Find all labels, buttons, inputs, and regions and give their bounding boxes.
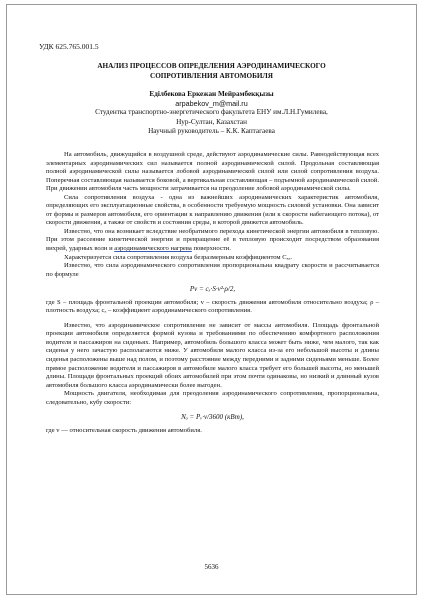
author-city: Нур-Султан, Казахстан (176, 117, 247, 126)
paragraph-1: На автомобиль, движущийся в воздушной среде, действуют аэродинамические силы. Равнодействующая всех элементарных аэродинамических сил называется полной аэродинамической силой. Продольная составляющая полной аэродинамической силы называется лобовой аэродинамической силой или силой сопротивления воздуха. Поперечная составляющая называется боковой, а вертикальная составляющая – подъемной аэродинамической силой. При движении автомобиля часть мощности затрачивается на преодоление лобовой аэродинамической силы. (46, 151, 379, 193)
author-name: Еділбекова Еркежан Мейрамбекқызы (149, 90, 274, 98)
udc-code: УДК 625.765.001.5 (39, 42, 99, 51)
author-email: arpabekov_m@mail.ru (175, 99, 248, 109)
document-page (6, 4, 417, 595)
paper-title (7, 62, 416, 81)
paragraph-8: Мощность двигателя, необходимая для преодоления аэродинамического сопротивления, пропорциональна, следовательно, кубу скорости: (46, 390, 379, 406)
paragraph-3 (46, 228, 379, 254)
paragraph-5: Известно, что сила аэродинамического сопротивления пропорциональна квадрату скорости и рассчитывается по формуле (46, 262, 379, 278)
paragraph-4: Характеризуется сила сопротивления воздуха безразмерным коэффициентом Cₓₐ. (64, 253, 293, 261)
paragraph-9: где v — относительная скорость движения автомобиля. (46, 426, 202, 434)
paragraph-6: где S – площадь фронтальной проекции автомобиля; v – скорость движения автомобиля относительно воздуха; ρ – плотность воздуха; cₓ – коэффициент аэродинамического сопротивления. (46, 298, 379, 315)
author-affiliation: Студентка транспортно-энергетического факультета ЕНУ им.Л.Н.Гумилева, (95, 108, 328, 117)
paragraph-3-text-a: Известно, что она возникает вследствие необратимого перехода кинетической энергии автомобиля в тепловую. При этом рассеяние кинетической энергии и превращение её в тепловую происходит посредством образования вихрей, ударных волн и (46, 227, 379, 253)
paper-body (46, 151, 379, 435)
author-block (7, 90, 416, 136)
paragraph-3-text-b: поверхности. (191, 245, 231, 253)
formula-drag-force: Pv = cₓ·S·v²·ρ/2, (189, 285, 236, 294)
page-number: 5636 (204, 563, 219, 571)
paragraph-7: Известно, что аэродинамическое сопротивление не зависит от массы автомобиля. Площадь фронтальной проекции автомобиля определяется формой кузова и требованиями по обеспечению комфортного расположения водителя и пассажиров на сиденьях. Например, автомобиль большого класса может быть ниже, чем малого, так как сиденья у него зачастую располагаются ниже. У автомобиля малого класса из-за его небольшой высоты и длины сиденья расположены выше над полом, и поэтому расстояние между передними и задними сиденьями меньше. Более прямое расположение водителя и пассажиров в автомобиле малого класса требует его большей высоты, но меньшей длины. Площади фронтальных проекций обоих автомобилей при этом почти одинаковы, но низкий и длинный кузов автомобиля большого класса аэродинамически более выгоден. (46, 321, 379, 389)
paragraph-2: Сила сопротивления воздуха - одна из важнейших аэродинамических характеристик автомобиля, определяющих его эксплуатационные свойства, в особенности требуемую мощность силовой установки. Она зависит от формы и размеров автомобиля, его ориентации к направлению движения (или к скорости набегающего потока), от скорости движения, а также от свойств и состояния среды, в которой движется автомобиль. (46, 193, 379, 227)
title-line-2: СОПРОТИВЛЕНИЯ АВТОМОБИЛЯ (150, 71, 273, 80)
aero-heating-link[interactable]: аэродинамического нагрева (114, 245, 192, 253)
title-line-1: АНАЛИЗ ПРОЦЕССОВ ОПРЕДЕЛЕНИЯ АЭРОДИНАМИЧЕСКОГО (97, 62, 326, 70)
supervisor: Научный руководитель – К.К. Каптагаева (148, 126, 275, 135)
formula-power: Nₐ = Pᵥ·v/3600 (кВт), (181, 413, 244, 422)
